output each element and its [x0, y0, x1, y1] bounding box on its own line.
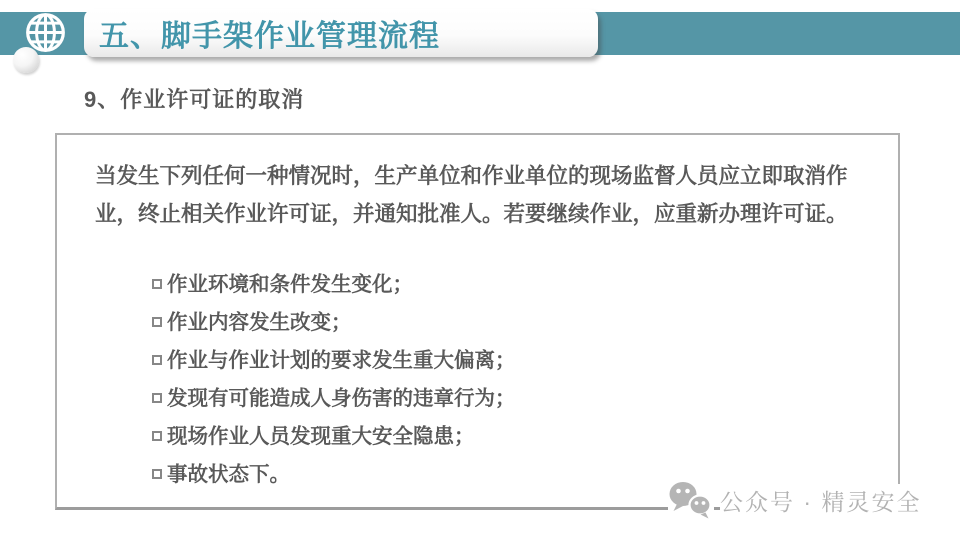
- list-item-text: 作业与作业计划的要求发生重大偏离；: [167, 349, 516, 372]
- decorative-sphere: [13, 47, 39, 73]
- list-item: [152, 349, 516, 373]
- square-bullet-icon: [152, 393, 162, 403]
- list-item: [152, 387, 516, 411]
- section-subtitle: 9、作业许可证的取消: [84, 87, 305, 112]
- list-item: [152, 425, 516, 449]
- square-bullet-icon: [152, 279, 162, 289]
- wechat-chat-bubbles-icon: [668, 480, 714, 520]
- square-bullet-icon: [152, 469, 162, 479]
- list-item-text: 事故状态下。: [167, 463, 290, 486]
- list-item-text: 作业环境和条件发生变化；: [167, 273, 413, 296]
- list-item: [152, 463, 516, 487]
- content-box: [55, 133, 900, 510]
- watermark-text: 公众号 · 精灵安全: [720, 484, 921, 517]
- list-item-text: 发现有可能造成人身伤害的违章行为；: [167, 387, 516, 410]
- list-item: [152, 311, 516, 335]
- header-title-box: [84, 9, 598, 57]
- condition-bullet-list: [152, 273, 516, 501]
- square-bullet-icon: [152, 355, 162, 365]
- square-bullet-icon: [152, 431, 162, 441]
- intro-paragraph: 当发生下列任何一种情况时，生产单位和作业单位的现场监督人员应立即取消作业，终止相关作业许可证，并通知批准人。若要继续作业，应重新办理许可证。: [95, 164, 848, 226]
- watermark: [668, 480, 921, 520]
- list-item-text: 现场作业人员发现重大安全隐患；: [167, 425, 475, 448]
- list-item-text: 作业内容发生改变；: [167, 311, 352, 334]
- square-bullet-icon: [152, 317, 162, 327]
- page-title: 五、脚手架作业管理流程: [99, 20, 440, 53]
- list-item: [152, 273, 516, 297]
